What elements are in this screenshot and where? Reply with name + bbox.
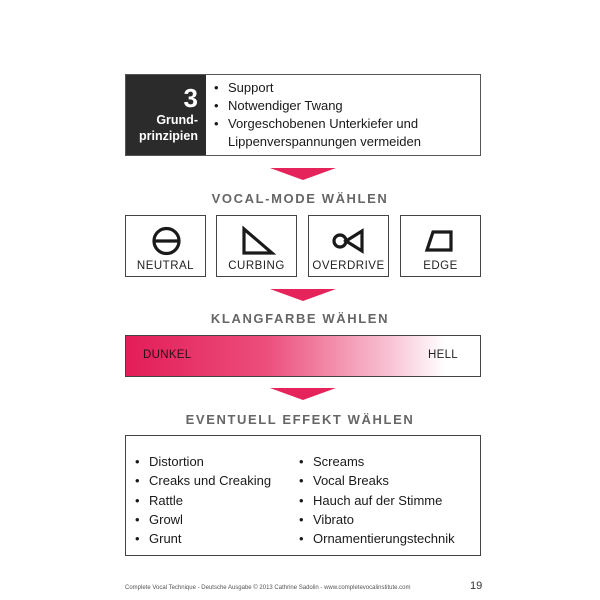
effect-item: • Vibrato xyxy=(299,510,455,529)
principle-item: • Vorgeschobenen Unterkiefer und xyxy=(214,115,421,133)
effect-item: • Ornamentierungstechnik xyxy=(299,529,455,548)
down-arrow-icon xyxy=(270,388,336,400)
effects-box xyxy=(125,435,481,556)
principles-list xyxy=(214,79,421,151)
principles-title-line1: Grund- xyxy=(156,113,198,127)
principles-box xyxy=(125,74,481,156)
principle-item: • Support xyxy=(214,79,421,97)
mode-neutral xyxy=(125,215,206,277)
effect-item: • Grunt xyxy=(135,529,271,548)
page-footer: Complete Vocal Technique - Deutsche Ausgabe © 2013 Cathrine Sadolin - www.completevocalinstitute.com xyxy=(125,585,411,591)
mode-curbing xyxy=(216,215,297,277)
effects-list-left xyxy=(135,452,271,548)
principles-title-block xyxy=(126,75,206,155)
effect-item: • Creaks und Creaking xyxy=(135,471,271,490)
mode-label: NEUTRAL xyxy=(136,260,195,272)
neutral-icon xyxy=(126,221,207,261)
principle-item-continuation: Lippenverspannungen vermeiden xyxy=(228,134,421,149)
principles-title-line2: prinzipien xyxy=(138,129,198,143)
klang-dark-label: DUNKEL xyxy=(143,349,192,361)
effect-item: • Growl xyxy=(135,510,271,529)
klangfarbe-gradient-bar xyxy=(125,335,481,377)
overdrive-icon xyxy=(309,221,390,261)
klang-heading: KLANGFARBE WÄHLEN xyxy=(210,311,390,326)
mode-label: CURBING xyxy=(228,260,285,272)
curbing-icon xyxy=(217,221,298,261)
mode-overdrive xyxy=(308,215,389,277)
effect-item: • Rattle xyxy=(135,491,271,510)
mode-label: OVERDRIVE xyxy=(312,260,385,272)
down-arrow-icon xyxy=(270,168,336,180)
down-arrow-icon xyxy=(270,289,336,301)
page-number: 19 xyxy=(470,580,483,592)
effect-item: • Distortion xyxy=(135,452,271,471)
mode-heading: VOCAL-MODE WÄHLEN xyxy=(211,191,389,206)
principles-number: 3 xyxy=(183,83,198,113)
effects-list-right xyxy=(299,452,455,548)
klang-bright-label: HELL xyxy=(428,349,458,361)
effect-item: • Hauch auf der Stimme xyxy=(299,491,455,510)
edge-icon xyxy=(401,221,482,261)
effect-item: • Screams xyxy=(299,452,455,471)
effect-heading: EVENTUELL EFFEKT WÄHLEN xyxy=(185,412,415,427)
principle-item: • Notwendiger Twang xyxy=(214,97,421,115)
mode-edge xyxy=(400,215,481,277)
effect-item: • Vocal Breaks xyxy=(299,471,455,490)
mode-label: EDGE xyxy=(423,260,458,272)
